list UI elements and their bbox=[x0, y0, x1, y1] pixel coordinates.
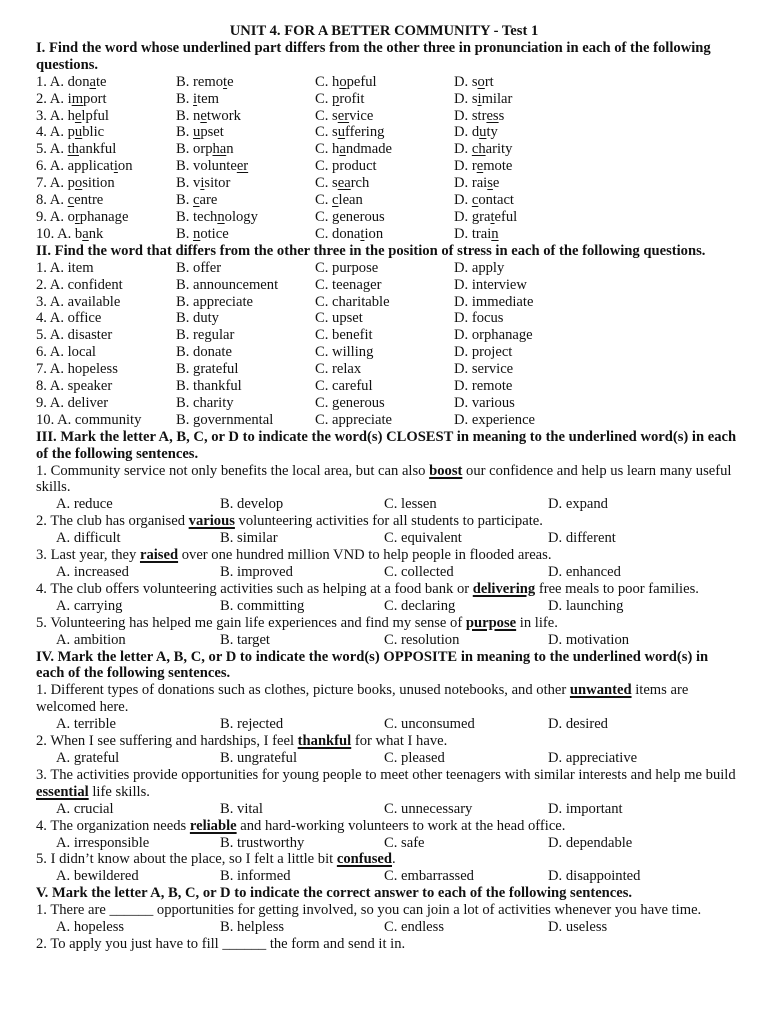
option-cell bbox=[0, 175, 176, 192]
option-text: B. upset bbox=[176, 124, 224, 141]
question-row bbox=[0, 412, 768, 429]
option-text: D. contact bbox=[454, 192, 514, 209]
option-text: D. apply bbox=[454, 259, 505, 276]
option-text: 1. A. donate bbox=[36, 73, 107, 90]
option-text: 7. A. hopeless bbox=[36, 361, 118, 378]
option-text: C. careful bbox=[315, 378, 373, 395]
option-text: D. orphanage bbox=[454, 327, 533, 344]
stem-text: volunteering activities for all students to participate. bbox=[234, 513, 543, 530]
answer-option: C. safe bbox=[384, 834, 425, 851]
answer-option: D. dependable bbox=[548, 834, 633, 851]
answer-option: B. helpless bbox=[220, 919, 285, 936]
option-cell bbox=[0, 91, 176, 108]
option-cell bbox=[454, 192, 768, 209]
question-row bbox=[0, 260, 768, 277]
option-cell bbox=[315, 209, 454, 226]
answer-options bbox=[0, 530, 768, 547]
option-cell bbox=[454, 108, 768, 125]
option-text: C. generous bbox=[315, 208, 385, 225]
answer-option: A. crucial bbox=[56, 800, 114, 817]
option-text: B. announcement bbox=[176, 276, 279, 293]
option-cell bbox=[315, 361, 454, 378]
option-cell bbox=[176, 175, 315, 192]
option-cell bbox=[454, 74, 768, 91]
option-cell bbox=[315, 412, 454, 429]
question-row bbox=[0, 141, 768, 158]
question-row bbox=[0, 395, 768, 412]
answer-option: A. terrible bbox=[56, 716, 116, 733]
option-text: C. benefit bbox=[315, 327, 373, 344]
option-cell bbox=[454, 277, 768, 294]
question-stem bbox=[0, 902, 768, 919]
option-cell bbox=[315, 294, 454, 311]
answer-option: C. equivalent bbox=[384, 530, 462, 547]
option-cell bbox=[176, 378, 315, 395]
question-row bbox=[0, 327, 768, 344]
option-cell bbox=[315, 378, 454, 395]
option-text: C. appreciate bbox=[315, 411, 392, 428]
option-text: C. search bbox=[315, 175, 370, 192]
option-text: B. charity bbox=[176, 394, 234, 411]
underlined-keyword: raised bbox=[139, 547, 179, 564]
stem-text: 4. The organization needs bbox=[36, 817, 190, 834]
option-text: D. raise bbox=[454, 175, 500, 192]
option-cell bbox=[0, 277, 176, 294]
option-text: 2. A. confident bbox=[36, 276, 123, 293]
option-text: C. profit bbox=[315, 90, 365, 107]
answer-options bbox=[0, 716, 768, 733]
option-text: B. care bbox=[176, 192, 218, 209]
answer-option: D. disappointed bbox=[548, 868, 641, 885]
option-text: 5. A. thankful bbox=[36, 141, 117, 158]
option-text: 2. A. import bbox=[36, 90, 107, 107]
option-cell bbox=[0, 260, 176, 277]
option-cell bbox=[454, 158, 768, 175]
option-text: 6. A. local bbox=[36, 344, 96, 361]
option-text: 9. A. deliver bbox=[36, 394, 109, 411]
question-stem bbox=[0, 682, 768, 716]
answer-options bbox=[0, 868, 768, 885]
answer-option: B. vital bbox=[220, 800, 263, 817]
section-heading: III. Mark the letter A, B, C, or D to indicate the word(s) CLOSEST in meaning to the underlined word(s) in each of the following sentences. bbox=[36, 428, 737, 462]
answer-option: C. endless bbox=[384, 919, 444, 936]
stem-text: 5. I didn’t know about the place, so I felt a little bit bbox=[36, 851, 337, 868]
stem-text: 2. The club has organised bbox=[36, 513, 189, 530]
underlined-keyword: thankful bbox=[297, 733, 352, 750]
option-text: B. donate bbox=[176, 344, 232, 361]
answer-option: C. unnecessary bbox=[384, 800, 473, 817]
answer-option: B. trustworthy bbox=[220, 834, 305, 851]
answer-option: D. important bbox=[548, 800, 623, 817]
option-cell bbox=[0, 108, 176, 125]
stem-text: 4. The club offers volunteering activities such as helping at a food bank or bbox=[36, 580, 473, 597]
question-row bbox=[0, 310, 768, 327]
option-text: C. relax bbox=[315, 361, 362, 378]
option-cell bbox=[454, 91, 768, 108]
option-text: C. purpose bbox=[315, 259, 379, 276]
answer-option: A. grateful bbox=[56, 749, 120, 766]
option-cell bbox=[176, 226, 315, 243]
option-cell bbox=[0, 310, 176, 327]
answer-option: B. improved bbox=[220, 564, 293, 580]
answer-option: C. pleased bbox=[384, 749, 445, 766]
option-text: 8. A. speaker bbox=[36, 378, 113, 395]
underlined-keyword: reliable bbox=[189, 817, 237, 834]
stem-text: 2. When I see suffering and hardships, I feel bbox=[36, 733, 298, 750]
option-text: 1. A. item bbox=[36, 259, 94, 276]
answer-option: D. launching bbox=[548, 597, 624, 614]
option-text: 7. A. position bbox=[36, 175, 115, 192]
question-row bbox=[0, 226, 768, 243]
option-text: B. duty bbox=[176, 310, 219, 327]
option-cell bbox=[176, 277, 315, 294]
answer-option: C. collected bbox=[384, 564, 454, 580]
question-stem bbox=[0, 463, 768, 497]
option-cell bbox=[0, 74, 176, 91]
underlined-keyword: boost bbox=[429, 462, 463, 479]
answer-options bbox=[0, 750, 768, 767]
option-cell bbox=[315, 344, 454, 361]
option-cell bbox=[176, 361, 315, 378]
option-cell bbox=[0, 344, 176, 361]
option-text: 4. A. office bbox=[36, 310, 102, 327]
option-text: B. appreciate bbox=[176, 293, 253, 310]
option-cell bbox=[454, 260, 768, 277]
option-cell bbox=[454, 412, 768, 429]
option-text: B. notice bbox=[176, 225, 229, 242]
stem-text: for what I have. bbox=[351, 733, 448, 750]
question-row bbox=[0, 378, 768, 395]
stem-text: 5. Volunteering has helped me gain life experiences and find my sense of bbox=[36, 614, 466, 631]
stem-text: 1. There are ______ opportunities for getting involved, so you can join a lot of activities whenever you have time. bbox=[36, 902, 702, 919]
option-cell bbox=[0, 209, 176, 226]
option-text: B. item bbox=[176, 90, 219, 107]
option-text: D. train bbox=[454, 225, 499, 242]
option-cell bbox=[454, 141, 768, 158]
answer-option: B. informed bbox=[220, 868, 291, 885]
worksheet-title: UNIT 4. FOR A BETTER COMMUNITY - Test 1 bbox=[229, 23, 539, 39]
answer-option: D. useless bbox=[548, 919, 608, 936]
option-text: B. visitor bbox=[176, 175, 231, 192]
option-cell bbox=[315, 175, 454, 192]
option-text: C. suffering bbox=[315, 124, 385, 141]
option-text: B. orphan bbox=[176, 141, 234, 158]
stem-text: . bbox=[392, 851, 396, 868]
option-cell bbox=[176, 395, 315, 412]
option-text: D. focus bbox=[454, 310, 504, 327]
stem-text: and hard-working volunteers to work at the head office. bbox=[236, 817, 566, 834]
answer-option: C. declaring bbox=[384, 597, 456, 614]
option-cell bbox=[315, 327, 454, 344]
option-cell bbox=[315, 141, 454, 158]
question-row bbox=[0, 108, 768, 125]
option-text: B. network bbox=[176, 107, 241, 124]
stem-text: life skills. bbox=[88, 783, 150, 800]
option-text: C. charitable bbox=[315, 293, 390, 310]
option-text: D. remote bbox=[454, 378, 513, 395]
option-cell bbox=[176, 108, 315, 125]
option-text: B. regular bbox=[176, 327, 235, 344]
question-stem bbox=[0, 767, 768, 801]
option-text: 8. A. centre bbox=[36, 192, 104, 209]
option-cell bbox=[315, 74, 454, 91]
option-text: D. interview bbox=[454, 276, 527, 293]
option-text: 4. A. public bbox=[36, 124, 105, 141]
answer-option: A. bewildered bbox=[56, 868, 139, 885]
question-row bbox=[0, 175, 768, 192]
option-text: C. product bbox=[315, 158, 377, 175]
option-text: B. offer bbox=[176, 259, 222, 276]
underlined-keyword: unwanted bbox=[569, 682, 632, 699]
question-stem bbox=[0, 615, 768, 632]
option-text: B. governmental bbox=[176, 411, 274, 428]
option-cell bbox=[454, 226, 768, 243]
option-cell bbox=[315, 277, 454, 294]
option-cell bbox=[315, 124, 454, 141]
option-cell bbox=[176, 310, 315, 327]
question-row bbox=[0, 361, 768, 378]
option-text: D. duty bbox=[454, 124, 498, 141]
option-cell bbox=[176, 74, 315, 91]
answer-option: C. embarrassed bbox=[384, 868, 474, 885]
option-text: 9. A. orphanage bbox=[36, 208, 129, 225]
question-row bbox=[0, 124, 768, 141]
question-row bbox=[0, 209, 768, 226]
option-cell bbox=[176, 209, 315, 226]
option-cell bbox=[0, 378, 176, 395]
option-text: C. upset bbox=[315, 310, 363, 327]
answer-option: B. similar bbox=[220, 530, 278, 547]
option-cell bbox=[454, 378, 768, 395]
option-cell bbox=[176, 124, 315, 141]
option-text: D. similar bbox=[454, 90, 513, 107]
option-cell bbox=[0, 124, 176, 141]
option-text: D. sort bbox=[454, 73, 494, 90]
option-cell bbox=[0, 226, 176, 243]
option-text: C. donation bbox=[315, 225, 384, 242]
stem-text: our confidence and help us learn many useful skills. bbox=[36, 462, 732, 496]
option-cell bbox=[315, 108, 454, 125]
option-text: C. clean bbox=[315, 192, 363, 209]
question-stem bbox=[0, 547, 768, 564]
question-row bbox=[0, 91, 768, 108]
answer-options bbox=[0, 598, 768, 615]
question-stem bbox=[0, 513, 768, 530]
question-stem bbox=[0, 936, 768, 953]
option-text: C. hopeful bbox=[315, 73, 377, 90]
option-text: 6. A. application bbox=[36, 158, 133, 175]
option-cell bbox=[315, 310, 454, 327]
stem-text: 1. Community service not only benefits the local area, but can also bbox=[36, 462, 430, 479]
option-text: C. willing bbox=[315, 344, 374, 361]
answer-option: B. target bbox=[220, 631, 270, 648]
option-cell bbox=[315, 91, 454, 108]
option-text: D. grateful bbox=[454, 208, 518, 225]
answer-option: C. unconsumed bbox=[384, 716, 475, 733]
option-text: 10. A. community bbox=[36, 411, 142, 428]
question-row bbox=[0, 158, 768, 175]
option-cell bbox=[454, 344, 768, 361]
question-row bbox=[0, 74, 768, 91]
option-cell bbox=[0, 361, 176, 378]
section-heading: II. Find the word that differs from the other three in the position of stress in each of the following questions. bbox=[36, 242, 706, 259]
option-text: D. project bbox=[454, 344, 513, 361]
answer-options bbox=[0, 564, 768, 581]
stem-text: 3. Last year, they bbox=[36, 547, 140, 564]
stem-text: 3. The activities provide opportunities for young people to meet other teenagers with similar interests and help me build bbox=[36, 766, 736, 783]
answer-option: B. ungrateful bbox=[220, 749, 298, 766]
answer-option: A. carrying bbox=[56, 597, 123, 614]
option-cell bbox=[176, 158, 315, 175]
question-row bbox=[0, 277, 768, 294]
option-text: C. handmade bbox=[315, 141, 393, 158]
answer-option: A. hopeless bbox=[56, 919, 125, 936]
option-text: 3. A. helpful bbox=[36, 107, 109, 124]
answer-option: B. develop bbox=[220, 496, 284, 513]
option-cell bbox=[176, 294, 315, 311]
stem-text: free meals to poor families. bbox=[535, 580, 699, 597]
option-cell bbox=[0, 192, 176, 209]
option-cell bbox=[454, 124, 768, 141]
option-cell bbox=[176, 260, 315, 277]
option-cell bbox=[315, 395, 454, 412]
option-text: D. stress bbox=[454, 107, 505, 124]
option-text: D. various bbox=[454, 394, 515, 411]
option-cell bbox=[454, 209, 768, 226]
option-text: B. thankful bbox=[176, 378, 242, 395]
question-stem bbox=[0, 581, 768, 598]
option-text: 10. A. bank bbox=[36, 225, 104, 242]
underlined-keyword: delivering bbox=[472, 580, 536, 597]
option-cell bbox=[176, 412, 315, 429]
option-cell bbox=[176, 141, 315, 158]
answer-option: B. rejected bbox=[220, 716, 284, 733]
option-text: B. grateful bbox=[176, 361, 239, 378]
underlined-keyword: confused bbox=[336, 851, 393, 868]
answer-option: A. irresponsible bbox=[56, 834, 150, 851]
option-cell bbox=[454, 395, 768, 412]
option-cell bbox=[454, 175, 768, 192]
option-cell bbox=[454, 327, 768, 344]
answer-option: C. resolution bbox=[384, 631, 460, 648]
answer-option: D. motivation bbox=[548, 631, 630, 648]
answer-options bbox=[0, 919, 768, 936]
option-cell bbox=[0, 327, 176, 344]
option-text: C. generous bbox=[315, 394, 385, 411]
option-text: B. remote bbox=[176, 73, 234, 90]
section-heading: IV. Mark the letter A, B, C, or D to indicate the word(s) OPPOSITE in meaning to the underlined word(s) in each of the following sentences. bbox=[36, 648, 709, 682]
option-cell bbox=[0, 141, 176, 158]
question-row bbox=[0, 344, 768, 361]
answer-option: A. increased bbox=[56, 564, 129, 580]
answer-options bbox=[0, 801, 768, 818]
option-cell bbox=[0, 395, 176, 412]
worksheet-content bbox=[0, 40, 768, 953]
option-cell bbox=[315, 226, 454, 243]
option-text: B. technology bbox=[176, 208, 258, 225]
option-text: 3. A. available bbox=[36, 293, 121, 310]
option-text: B. volunteer bbox=[176, 158, 249, 175]
answer-options bbox=[0, 632, 768, 649]
section-heading: I. Find the word whose underlined part differs from the other three in pronunciation in each of the following questions. bbox=[36, 39, 711, 73]
stem-text: items are welcomed here. bbox=[36, 682, 689, 716]
question-stem bbox=[0, 818, 768, 835]
option-cell bbox=[0, 158, 176, 175]
underlined-keyword: various bbox=[188, 513, 235, 530]
question-stem bbox=[0, 851, 768, 868]
answer-option: A. difficult bbox=[56, 530, 121, 547]
option-cell bbox=[315, 192, 454, 209]
option-cell bbox=[0, 412, 176, 429]
stem-text: over one hundred million VND to help people in flooded areas. bbox=[178, 547, 552, 564]
option-text: C. teenager bbox=[315, 276, 382, 293]
option-cell bbox=[454, 310, 768, 327]
answer-option: A. ambition bbox=[56, 631, 126, 648]
stem-text: in life. bbox=[516, 614, 558, 631]
answer-option: A. reduce bbox=[56, 496, 113, 513]
answer-option: C. lessen bbox=[384, 496, 437, 513]
option-cell bbox=[176, 192, 315, 209]
answer-option: D. different bbox=[548, 530, 616, 547]
option-text: D. experience bbox=[454, 411, 536, 428]
section-heading: V. Mark the letter A, B, C, or D to indicate the correct answer to each of the following sentences. bbox=[36, 885, 633, 902]
option-cell bbox=[0, 294, 176, 311]
answer-option: D. appreciative bbox=[548, 749, 638, 766]
option-text: D. service bbox=[454, 361, 514, 378]
option-cell bbox=[315, 158, 454, 175]
option-cell bbox=[176, 344, 315, 361]
option-cell bbox=[315, 260, 454, 277]
underlined-keyword: purpose bbox=[465, 614, 517, 631]
stem-text: 1. Different types of donations such as clothes, picture books, unused notebooks, and other bbox=[36, 682, 570, 699]
option-cell bbox=[454, 294, 768, 311]
question-row bbox=[0, 192, 768, 209]
answer-options bbox=[0, 835, 768, 852]
answer-option: D. enhanced bbox=[548, 564, 621, 580]
option-text: 5. A. disaster bbox=[36, 327, 113, 344]
option-cell bbox=[176, 91, 315, 108]
answer-option: D. expand bbox=[548, 496, 608, 513]
answer-option: B. committing bbox=[220, 597, 305, 614]
question-stem bbox=[0, 733, 768, 750]
underlined-keyword: essential bbox=[36, 783, 89, 800]
option-text: D. immediate bbox=[454, 293, 534, 310]
question-row bbox=[0, 294, 768, 311]
option-text: D. charity bbox=[454, 141, 513, 158]
option-cell bbox=[176, 327, 315, 344]
stem-text: 2. To apply you just have to fill ______ the form and send it in. bbox=[36, 935, 406, 952]
answer-options bbox=[0, 496, 768, 513]
answer-option: D. desired bbox=[548, 716, 608, 733]
option-text: D. remote bbox=[454, 158, 513, 175]
option-cell bbox=[454, 361, 768, 378]
option-text: C. service bbox=[315, 107, 374, 124]
